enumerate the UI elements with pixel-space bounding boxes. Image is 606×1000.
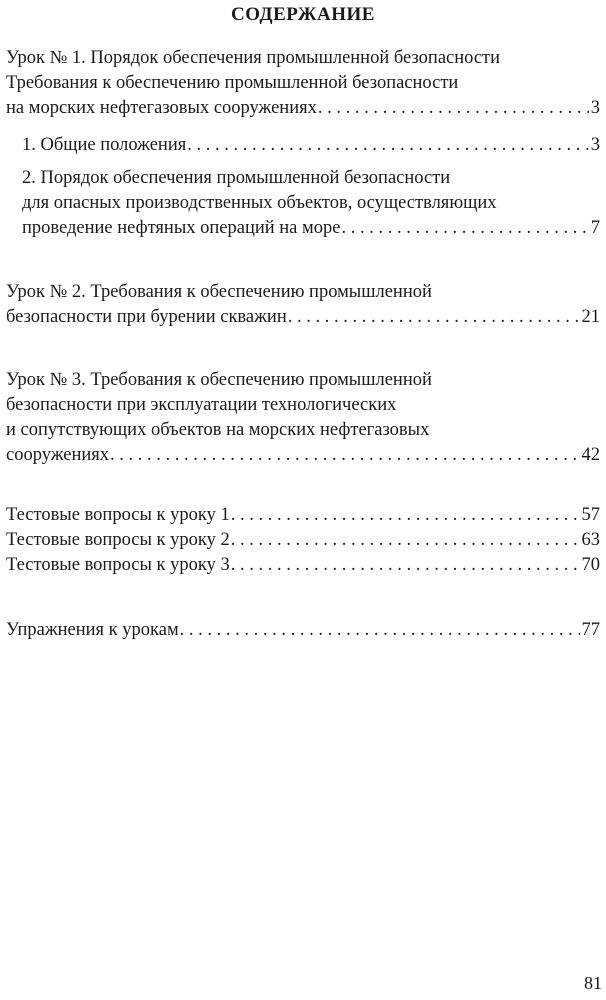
toc-page-number: 57	[581, 505, 600, 525]
toc-entry-lesson-2[interactable]	[6, 280, 600, 330]
toc-page-number: 42	[581, 445, 600, 465]
toc-entry-text-line: Урок № 2. Требования к обеспечению промышленной	[6, 282, 432, 302]
toc-entry-text: проведение нефтяных операций на море	[22, 218, 341, 238]
toc-entry-leader-line	[6, 305, 600, 330]
toc-page-number: 3	[590, 98, 600, 118]
dot-leader	[231, 503, 580, 528]
toc-page-number: 70	[581, 555, 600, 575]
toc-entry-text: сооружениях	[6, 445, 110, 465]
toc-entry-text-line: Урок № 1. Порядок обеспечения промышленной безопасности	[6, 48, 501, 68]
toc-entry-leader-line	[22, 133, 600, 158]
toc-entry-text: 1. Общие положения	[22, 135, 187, 155]
toc-entry-lesson-1[interactable]	[6, 46, 600, 121]
dot-leader	[288, 305, 580, 330]
toc-entry-test-3[interactable]	[6, 553, 600, 578]
dot-leader	[318, 96, 589, 121]
toc-entry-lesson-1-section-1[interactable]	[22, 133, 600, 158]
page-number: 81	[584, 973, 602, 993]
toc-entry-text-line: Урок № 3. Требования к обеспечению промышленной	[6, 370, 432, 390]
toc-entry-test-2[interactable]	[6, 528, 600, 553]
toc-entry-leader-line	[6, 528, 600, 553]
dot-leader	[180, 618, 580, 643]
toc-entry-leader-line	[6, 96, 600, 121]
toc-entry-text: Упражнения к урокам	[6, 620, 179, 640]
toc-entry-lesson-3[interactable]	[6, 368, 600, 468]
dot-leader	[341, 216, 588, 241]
toc-entry-text-line: и сопутствующих объектов на морских нефтегазовых	[6, 420, 430, 440]
toc-entry-text-line: Требования к обеспечению промышленной безопасности	[6, 73, 459, 93]
toc-entry-text: безопасности при бурении скважин	[6, 307, 287, 327]
page-title: СОДЕРЖАНИЕ	[231, 4, 375, 25]
toc-entry-text-line: 2. Порядок обеспечения промышленной безопасности	[22, 168, 451, 188]
toc-entry-leader-line	[6, 553, 600, 578]
toc-page-number: 77	[581, 620, 600, 640]
toc-entry-exercises[interactable]	[6, 618, 600, 643]
dot-leader	[187, 133, 589, 158]
toc-entry-leader-line	[22, 216, 600, 241]
toc-entry-lesson-1-section-2[interactable]	[22, 166, 600, 241]
dot-leader	[110, 443, 579, 468]
toc-page-number: 63	[581, 530, 600, 550]
toc-entry-text-line: для опасных производственных объектов, осуществляющих	[22, 193, 497, 213]
toc-page-number: 21	[581, 307, 600, 327]
toc-entry-text: Тестовые вопросы к уроку 3	[6, 555, 230, 575]
toc-entry-text: Тестовые вопросы к уроку 1	[6, 505, 230, 525]
toc-entry-text: Тестовые вопросы к уроку 2	[6, 530, 230, 550]
toc-entry-leader-line	[6, 503, 600, 528]
toc-entry-leader-line	[6, 618, 600, 643]
toc-entry-leader-line	[6, 443, 600, 468]
toc-page-number: 3	[590, 135, 600, 155]
toc-entry-test-1[interactable]	[6, 503, 600, 528]
toc-page-number: 7	[590, 218, 600, 238]
toc-entry-text-line: безопасности при эксплуатации технологических	[6, 395, 397, 415]
dot-leader	[231, 553, 580, 578]
dot-leader	[231, 528, 580, 553]
toc-entry-text: на морских нефтегазовых сооружениях	[6, 98, 317, 118]
